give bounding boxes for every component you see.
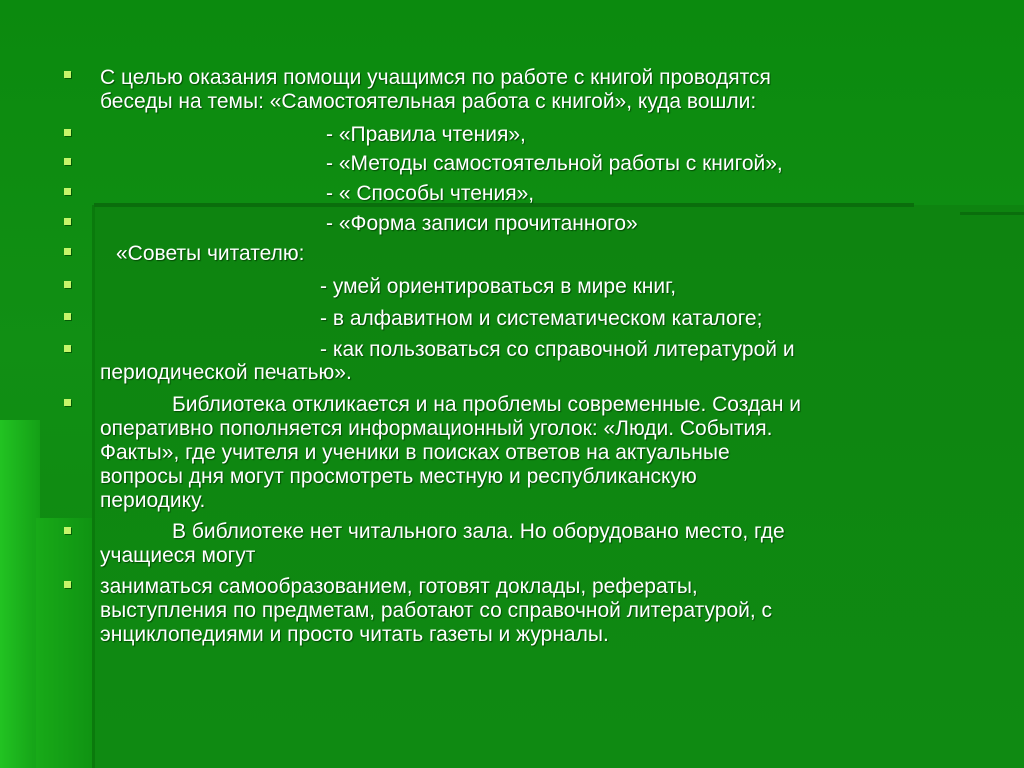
item-text: - «Правила чтения», <box>326 123 526 146</box>
item-text: С целью оказания помощи учащимся по работе с книгой проводятся <box>100 66 771 89</box>
bullet-icon <box>64 248 71 255</box>
item-text: Библиотека откликается и на проблемы современные. Создан и <box>172 393 802 416</box>
bullet-icon <box>64 345 71 352</box>
bullet-icon <box>64 218 71 225</box>
item-text: оперативно пополняется информационный уголок: «Люди. События. <box>100 417 773 440</box>
item-text: - умей ориентироваться в мире книг, <box>320 275 677 298</box>
bullet-icon <box>64 581 71 588</box>
bullet-icon <box>64 313 71 320</box>
item-text: Факты», где учителя и ученики в поисках ответов на актуальные <box>100 441 730 464</box>
item-text: заниматься самообразованием, готовят доклады, рефераты, <box>100 575 698 598</box>
item-text: - « Способы чтения», <box>326 182 535 205</box>
item-text: «Советы читателю: <box>116 242 305 265</box>
item-text: выступления по предметам, работают со справочной литературой, с <box>100 599 773 622</box>
item-text: В библиотеке нет читального зала. Но оборудовано место, где <box>172 520 785 543</box>
item-text: энциклопедиями и просто читать газеты и журналы. <box>100 623 609 646</box>
bullet-icon <box>64 281 71 288</box>
bullet-icon <box>64 71 71 78</box>
item-text: беседы на темы: «Самостоятельная работа с книгой», куда вошли: <box>100 90 757 113</box>
bullet-icon <box>64 129 71 136</box>
item-text: учащиеся могут <box>100 544 256 567</box>
item-text: - как пользоваться со справочной литературой и <box>320 338 795 361</box>
item-text: периодической печатью». <box>100 361 352 384</box>
bullet-icon <box>64 399 71 406</box>
bullet-icon <box>64 527 71 534</box>
item-text: периодику. <box>100 489 206 512</box>
bullet-icon <box>64 188 71 195</box>
item-text: - в алфавитном и систематическом каталоге; <box>320 307 763 330</box>
bullet-icon <box>64 158 71 165</box>
item-text: вопросы дня могут просмотреть местную и республиканскую <box>100 465 697 488</box>
item-text: - «Форма записи прочитанного» <box>326 212 638 235</box>
item-text: - «Методы самостоятельной работы с книгой», <box>326 152 783 175</box>
